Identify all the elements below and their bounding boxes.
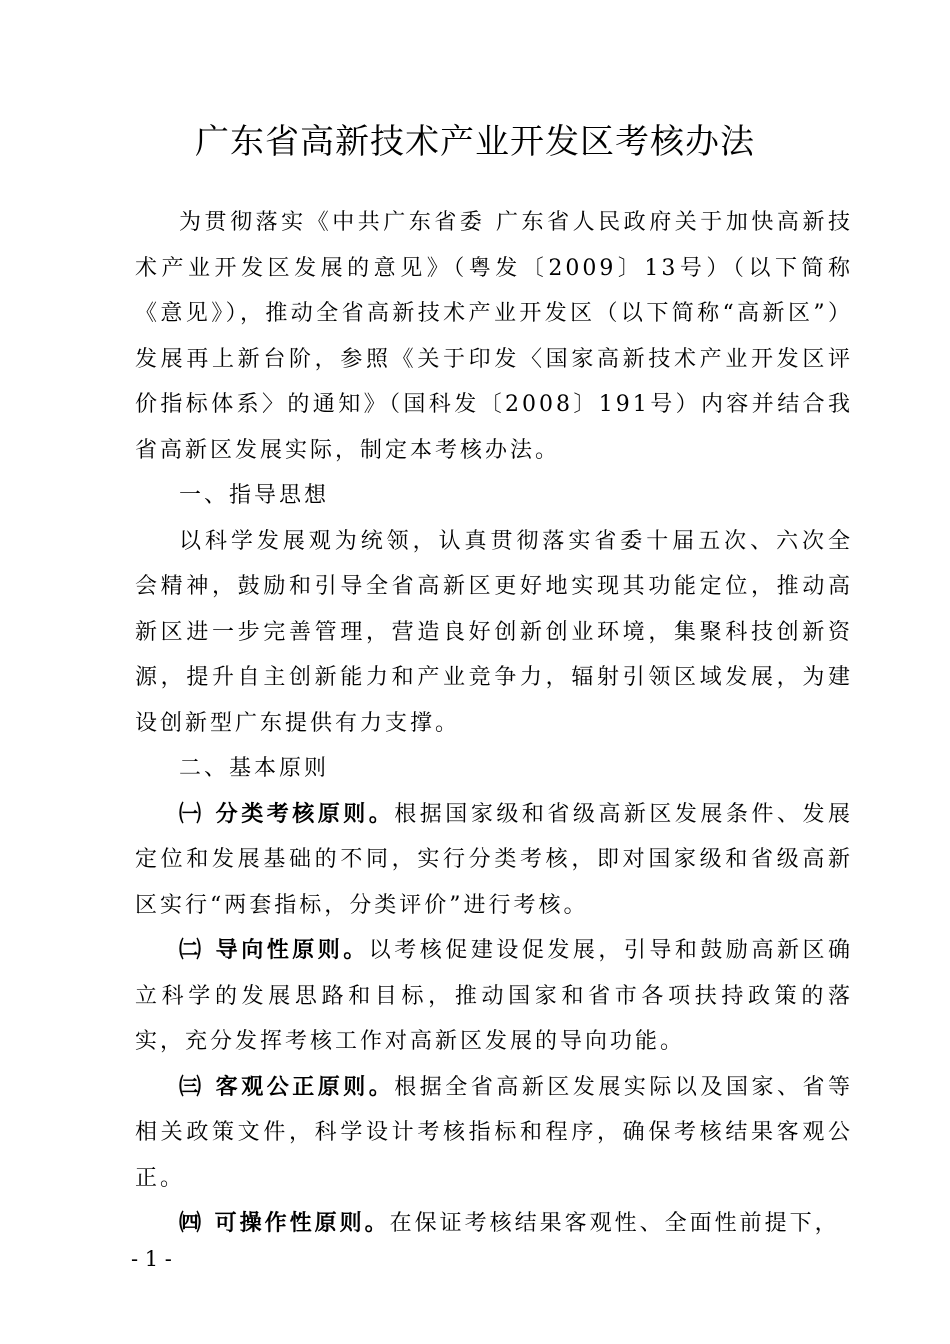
page-number: - 1 - bbox=[131, 1247, 172, 1271]
principle-title: ㈡ 导向性原则。 bbox=[179, 937, 369, 963]
principle-title: ㈢ 客观公正原则。 bbox=[179, 1073, 395, 1100]
principle-text: 根据国家级和省级高新区发展条件、发展定位和发展基础的不同，实行分类考核，即对国家级和省级高新区实行“两套指标，分类评价”进行考核。 bbox=[135, 801, 853, 918]
principle-guidance bbox=[135, 928, 853, 1065]
principle-operability bbox=[135, 1201, 853, 1247]
principle-classified-assessment bbox=[135, 792, 853, 929]
principle-text: 在保证考核结果客观性、全面性前提下， bbox=[389, 1211, 840, 1236]
document-title: 广东省高新技术产业开发区考核办法 bbox=[195, 122, 755, 162]
section-heading-guiding-ideology: 一、指导思想 bbox=[179, 483, 330, 508]
principle-text: 根据全省高新区发展实际以及国家、省等相关政策文件，科学设计考核指标和程序，确保考核结果客观公正。 bbox=[135, 1074, 853, 1191]
intro-paragraph: 为贯彻落实《中共广东省委 广东省人民政府关于加快高新技术产业开发区发展的意见》（粤发〔2009〕13号）（以下简称《意见》），推动全省高新技术产业开发区（以下简称“高新区”）发展再上新台阶，参照《关于印发〈国家高新技术产业开发区评价指标体系〉的通知》（国科发〔2008〕191号）内容并结合我省高新区发展实际，制定本考核办法。 bbox=[135, 210, 853, 463]
principle-title: ㈠ 分类考核原则。 bbox=[179, 800, 395, 827]
document-body bbox=[135, 200, 853, 1247]
principle-title: ㈣ 可操作性原则。 bbox=[179, 1210, 390, 1236]
principle-objectivity bbox=[135, 1065, 853, 1202]
principle-text: 以考核促建设促发展，引导和鼓励高新区确立科学的发展思路和目标，推动国家和省市各项扶持政策的落实，充分发挥考核工作对高新区发展的导向功能。 bbox=[135, 938, 853, 1054]
section-heading-basic-principles: 二、基本原则 bbox=[179, 756, 330, 781]
guiding-ideology-paragraph: 以科学发展观为统领，认真贯彻落实省委十届五次、六次全会精神，鼓励和引导全省高新区更好地实现其功能定位，推动高新区进一步完善管理，营造良好创新创业环境，集聚科技创新资源，提升自主创新能力和产业竞争力，辐射引领区域发展，为建设创新型广东提供有力支撑。 bbox=[135, 528, 853, 736]
